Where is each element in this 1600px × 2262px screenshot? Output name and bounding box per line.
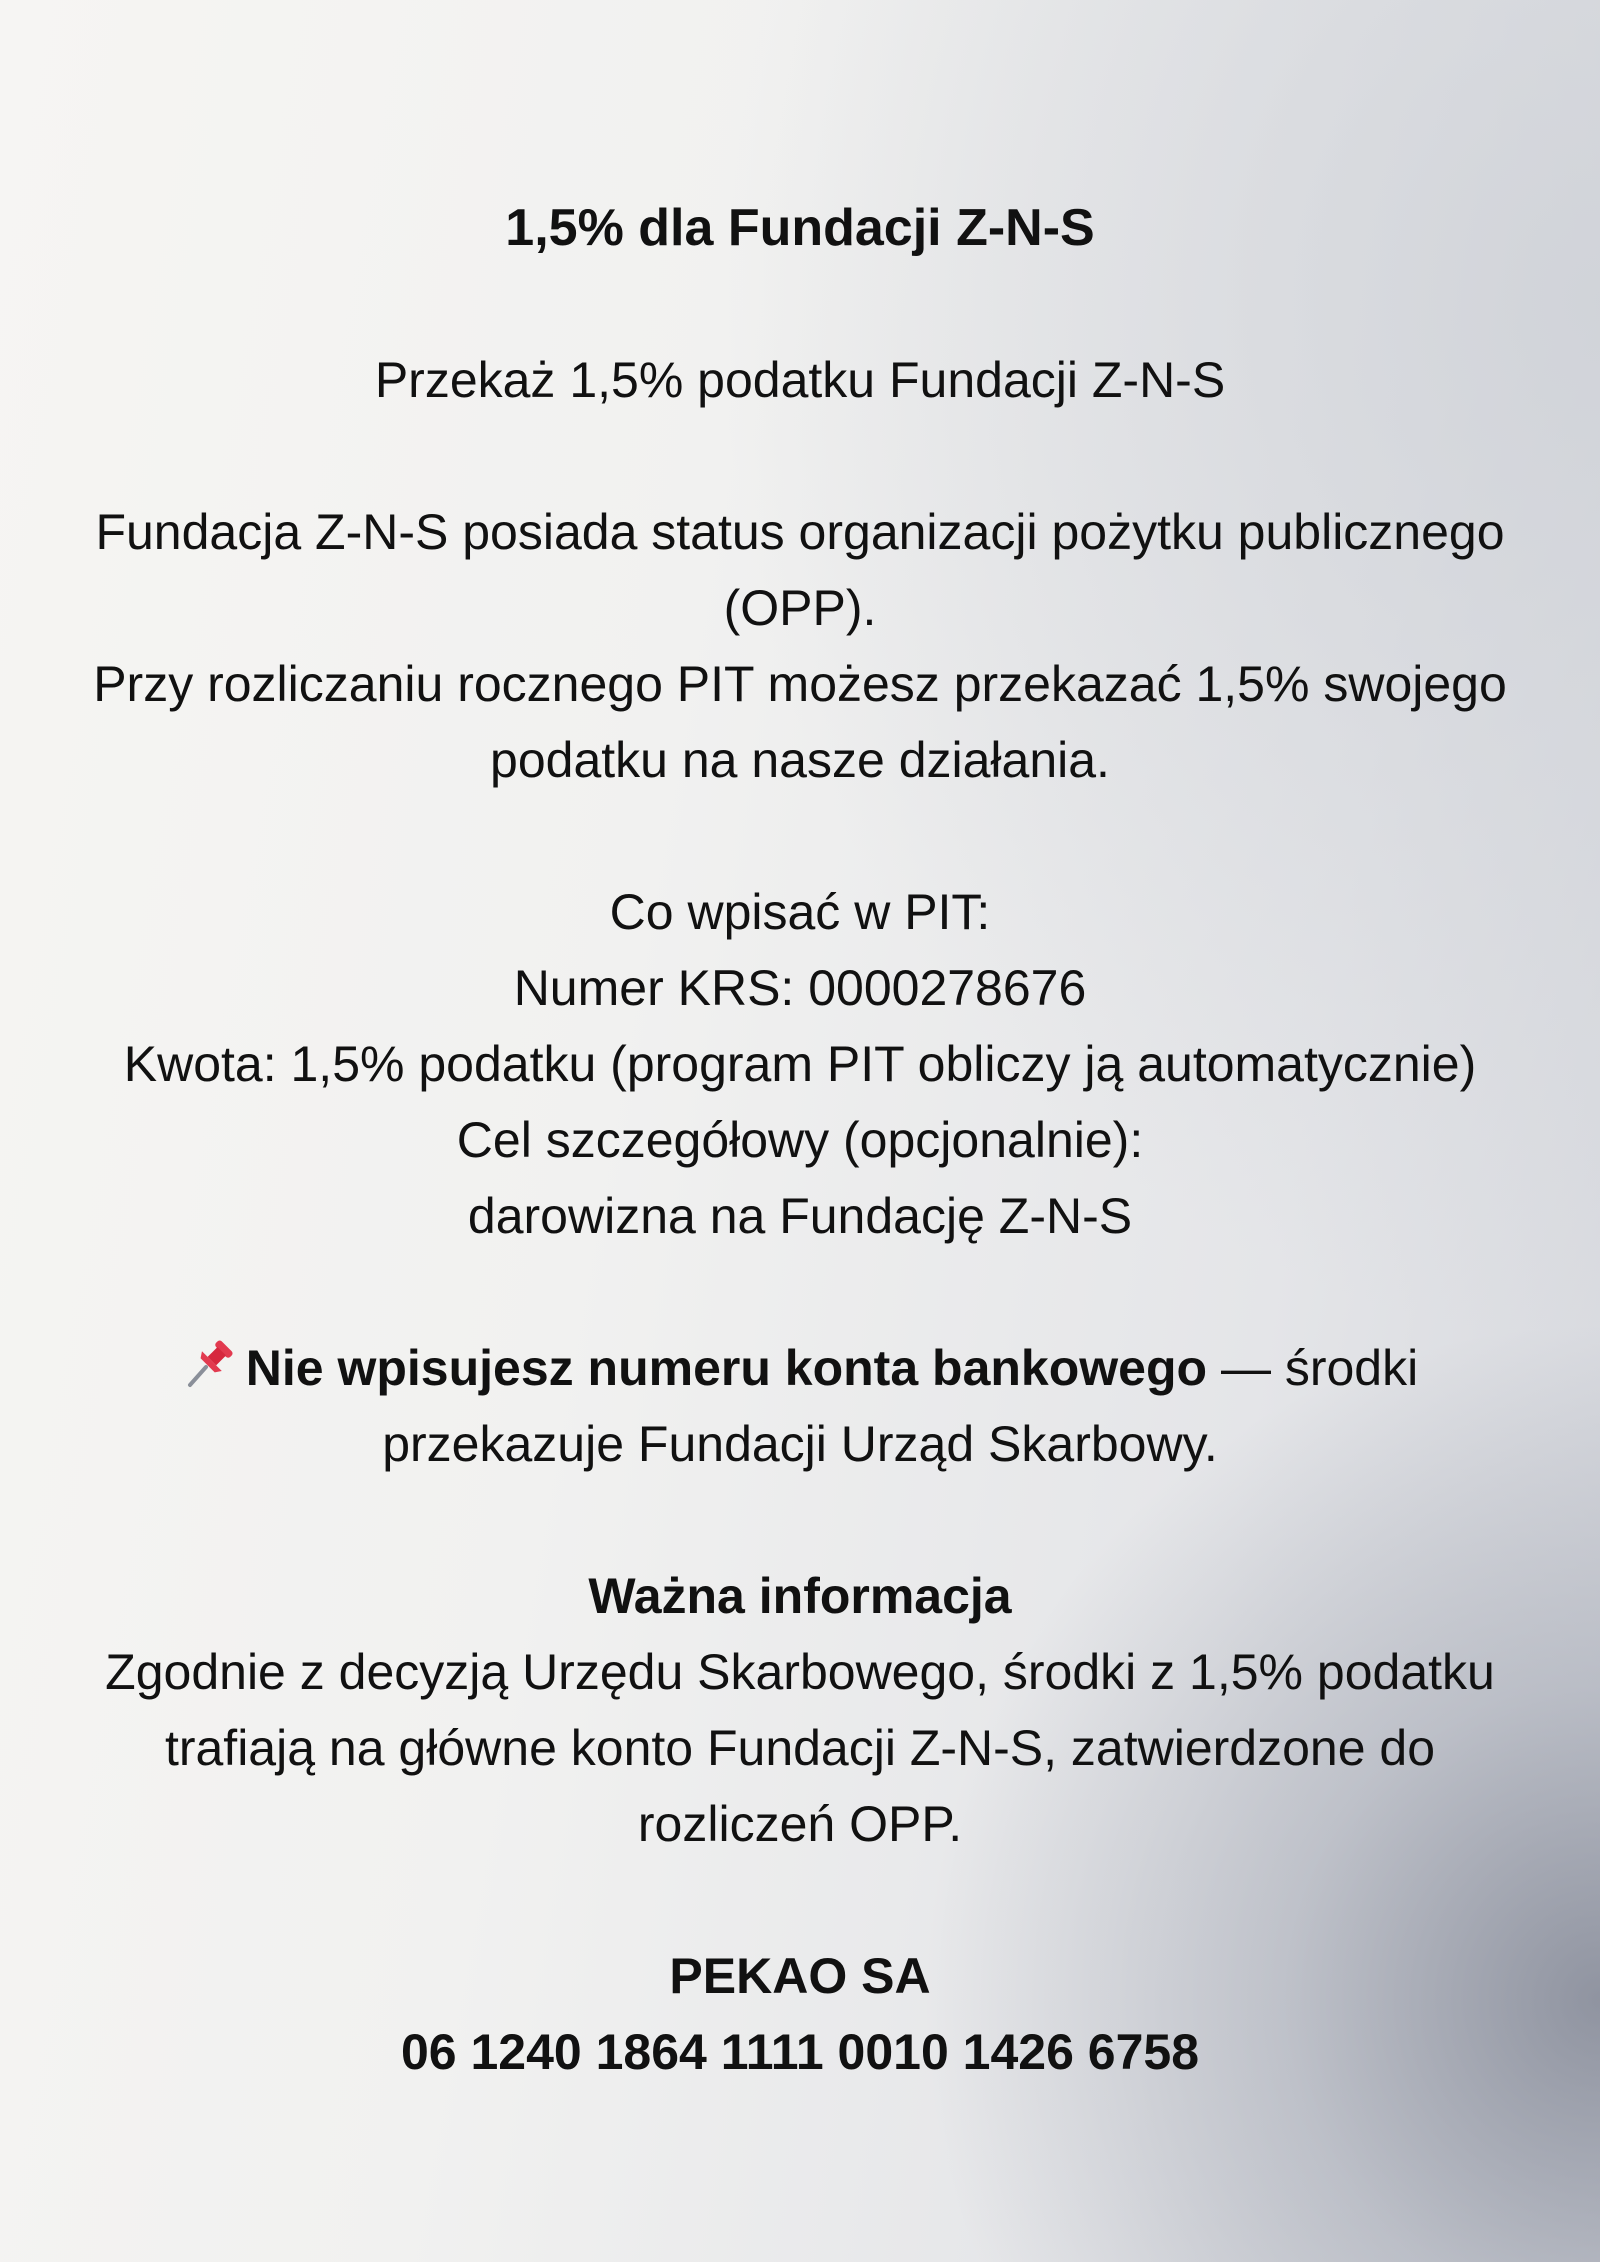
pit-info bbox=[0, 874, 1600, 1254]
status-line-3: Przy rozliczaniu rocznego PIT możesz przekazać 1,5% swojego bbox=[93, 656, 1507, 712]
notice-rest-text: — środki bbox=[1207, 1340, 1419, 1396]
important-heading: Ważna informacja bbox=[588, 1568, 1012, 1624]
status-paragraph bbox=[0, 494, 1600, 798]
krs-number: Numer KRS: 0000278676 bbox=[513, 960, 1087, 1016]
spacer bbox=[0, 798, 1600, 874]
goal-value: darowizna na Fundację Z-N-S bbox=[467, 1188, 1133, 1244]
important-line-3: rozliczeń OPP. bbox=[637, 1796, 963, 1852]
pit-heading: Co wpisać w PIT: bbox=[609, 884, 991, 940]
bank-account-number: 06 1240 1864 1111 0010 1426 6758 bbox=[400, 2024, 1200, 2080]
spacer bbox=[0, 1254, 1600, 1330]
status-line-4: podatku na nasze działania. bbox=[490, 732, 1110, 788]
bank-name: PEKAO SA bbox=[669, 1948, 931, 2004]
status-line-1: Fundacja Z-N-S posiada status organizacji pożytku publicznego bbox=[95, 504, 1505, 560]
amount-info: Kwota: 1,5% podatku (program PIT obliczy ją automatycznie) bbox=[123, 1036, 1477, 1092]
bank-info bbox=[0, 1938, 1600, 2090]
notice-line-1 bbox=[0, 1330, 1600, 1406]
notice-line-2: przekazuje Fundacji Urząd Skarbowy. bbox=[382, 1416, 1218, 1472]
spacer bbox=[0, 1482, 1600, 1558]
important-info bbox=[0, 1558, 1600, 1862]
notice bbox=[0, 1330, 1600, 1482]
page-title: 1,5% dla Fundacji Z-N-S bbox=[505, 199, 1095, 257]
goal-label: Cel szczegółowy (opcjonalnie): bbox=[456, 1112, 1144, 1168]
notice-bold-text: Nie wpisujesz numeru konta bankowego bbox=[245, 1340, 1208, 1396]
important-line-1: Zgodnie z decyzją Urzędu Skarbowego, środki z 1,5% podatku bbox=[105, 1644, 1495, 1700]
status-line-2: (OPP). bbox=[723, 580, 877, 636]
spacer bbox=[0, 418, 1600, 494]
pushpin-icon bbox=[182, 1335, 238, 1391]
important-line-2: trafiają na główne konto Fundacji Z-N-S, zatwierdzone do bbox=[164, 1720, 1436, 1776]
subtitle: Przekaż 1,5% podatku Fundacji Z-N-S bbox=[374, 352, 1226, 408]
spacer bbox=[0, 1862, 1600, 1938]
